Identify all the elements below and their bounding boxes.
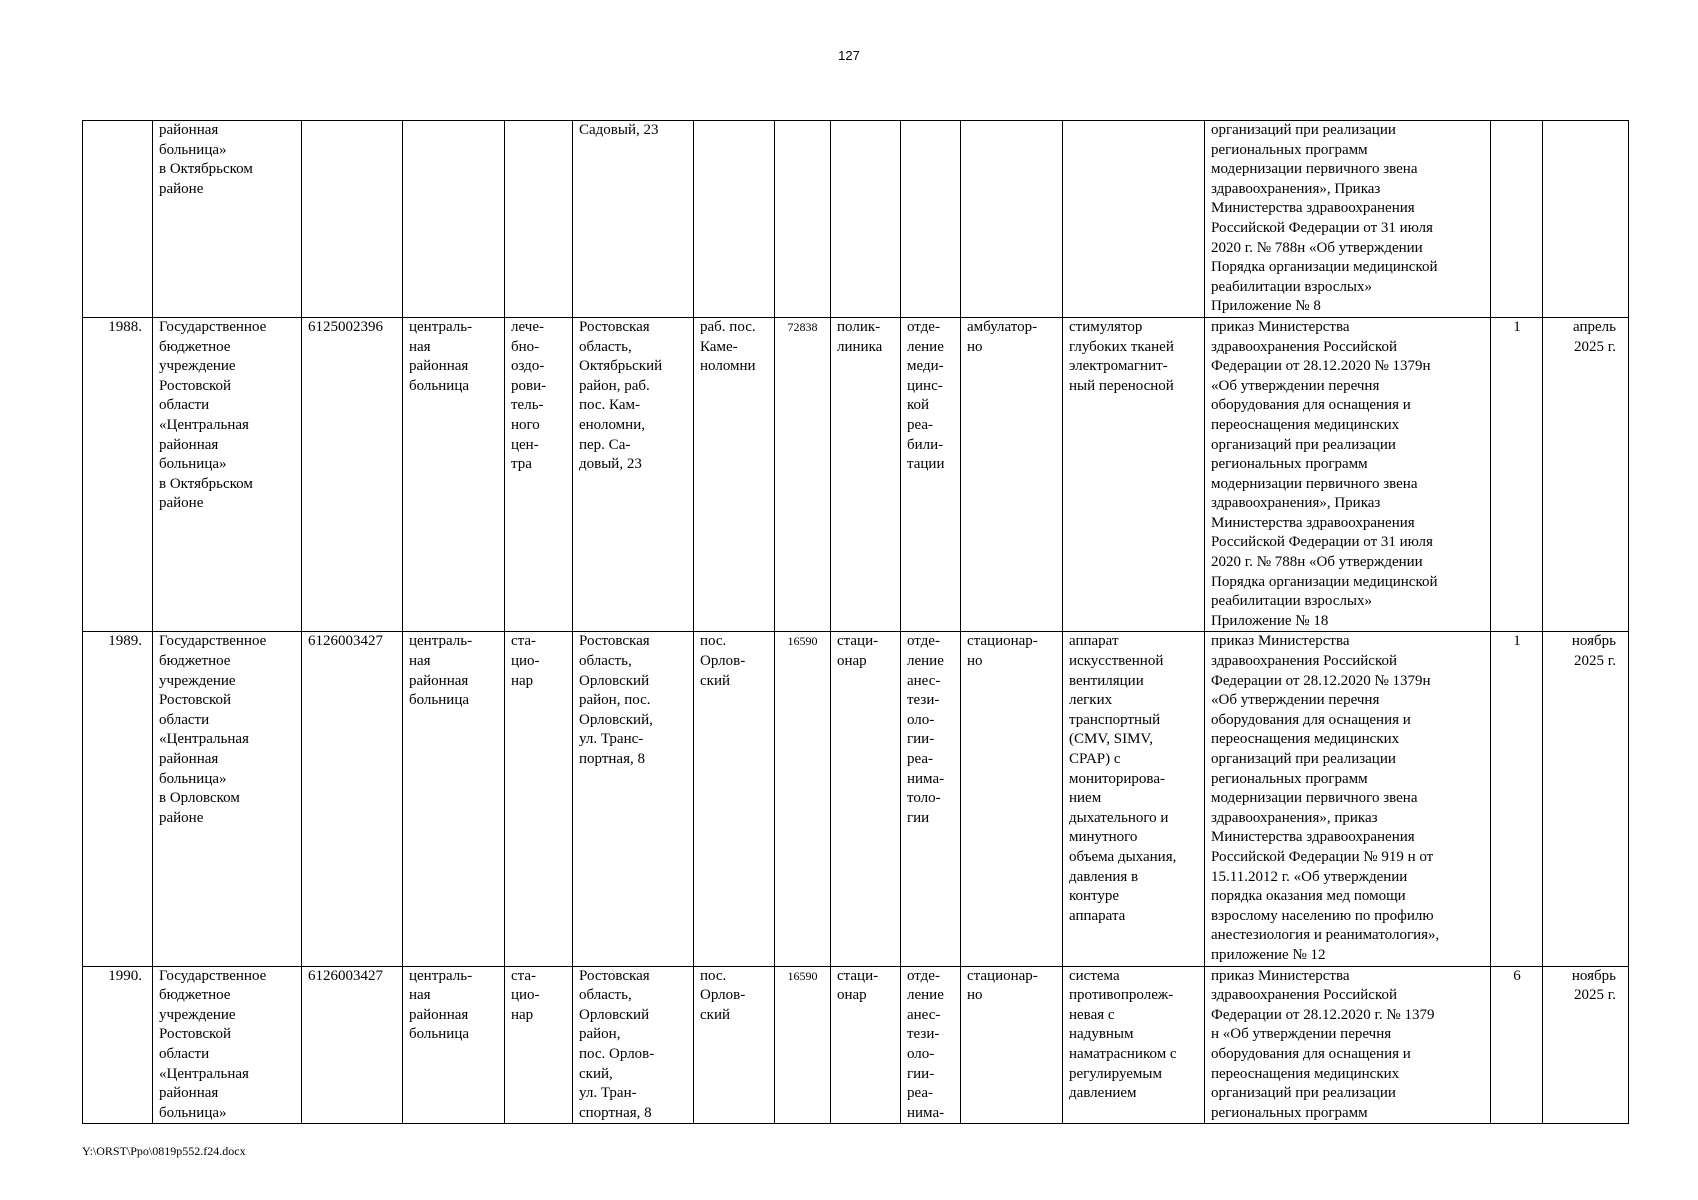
department-type-cell	[831, 121, 901, 318]
organization-type-cell: централь- ная районная больница	[403, 632, 505, 966]
department-type-cell: полик- линика	[831, 317, 901, 632]
table-row	[83, 632, 1629, 966]
legal-basis-cell: приказ Министерства здравоохранения Российской Федерации от 28.12.2020 № 1379н «Об утверждении перечня оборудования для оснащения и переоснащения медицинских организаций при реализации региональных программ модернизации первичного звена здравоохранения», Приказ Министерства здравоохранения Российской Федерации от 31 июля 2020 г. № 788н «Об утверждении Порядка организации медицинской реабилитации взрослых» Приложение № 18	[1205, 317, 1491, 632]
locality-cell: раб. пос. Каме- ноломни	[694, 317, 775, 632]
inn-number-cell: 6126003427	[302, 632, 403, 966]
organization-type-cell	[403, 121, 505, 318]
delivery-date-cell: ноябрь 2025 г.	[1543, 966, 1629, 1124]
row-number-cell: 1990.	[83, 966, 153, 1124]
organization-type-cell: централь- ная районная больница	[403, 317, 505, 632]
department-cell: отде- ление меди- цинс- кой реа- били- тации	[901, 317, 961, 632]
locality-code-cell: 16590	[775, 632, 831, 966]
organization-name-cell: районная больница» в Октябрьском районе	[153, 121, 302, 318]
page-number: 127	[838, 48, 860, 63]
row-number-cell: 1988.	[83, 317, 153, 632]
organization-type-cell: централь- ная районная больница	[403, 966, 505, 1124]
address-cell: Ростовская область, Орловский район, пос. Орлов- ский, ул. Тран- спортная, 8	[573, 966, 694, 1124]
legal-basis-cell: приказ Министерства здравоохранения Российской Федерации от 28.12.2020 г. № 1379 н «Об утверждении перечня оборудования для оснащения и переоснащения медицинских организаций при реализации региональных программ	[1205, 966, 1491, 1124]
table-row	[83, 121, 1629, 318]
address-cell: Садовый, 23	[573, 121, 694, 318]
structural-unit-cell	[505, 121, 573, 318]
department-cell: отде- ление анес- тези- оло- гии- реа- нима- толо- гии	[901, 632, 961, 966]
locality-cell: пос. Орлов- ский	[694, 632, 775, 966]
structural-unit-cell: лече- бно- оздо- рови- тель- ного цен- тра	[505, 317, 573, 632]
organization-name-cell: Государственное бюджетное учреждение Ростовской области «Центральная районная больница» в Октябрьском районе	[153, 317, 302, 632]
equipment-name-cell: система противопролеж- невая с надувным наматрасником с регулируемым давлением	[1063, 966, 1205, 1124]
quantity-cell: 1	[1491, 632, 1543, 966]
table-row	[83, 317, 1629, 632]
care-mode-cell: стационар- но	[961, 966, 1063, 1124]
department-cell	[901, 121, 961, 318]
care-mode-cell: амбулатор- но	[961, 317, 1063, 632]
structural-unit-cell: ста- цио- нар	[505, 966, 573, 1124]
row-number-cell	[83, 121, 153, 318]
department-cell: отде- ление анес- тези- оло- гии- реа- нима-	[901, 966, 961, 1124]
inn-number-cell	[302, 121, 403, 318]
table-row	[83, 966, 1629, 1124]
locality-cell	[694, 121, 775, 318]
inn-number-cell: 6125002396	[302, 317, 403, 632]
address-cell: Ростовская область, Октябрьский район, раб. пос. Кам- еноломни, пер. Са- довый, 23	[573, 317, 694, 632]
locality-cell: пос. Орлов- ский	[694, 966, 775, 1124]
care-mode-cell	[961, 121, 1063, 318]
legal-basis-cell: организаций при реализации региональных программ модернизации первичного звена здравоохранения», Приказ Министерства здравоохранения Российской Федерации от 31 июля 2020 г. № 788н «Об утверждении Порядка организации медицинской реабилитации взрослых» Приложение № 8	[1205, 121, 1491, 318]
row-number-cell: 1989.	[83, 632, 153, 966]
quantity-cell: 1	[1491, 317, 1543, 632]
department-type-cell: стаци- онар	[831, 632, 901, 966]
delivery-date-cell: ноябрь 2025 г.	[1543, 632, 1629, 966]
organization-name-cell: Государственное бюджетное учреждение Ростовской области «Центральная районная больница» в Орловском районе	[153, 632, 302, 966]
quantity-cell	[1491, 121, 1543, 318]
equipment-table	[82, 120, 1629, 1124]
address-cell: Ростовская область, Орловский район, пос. Орловский, ул. Транс- портная, 8	[573, 632, 694, 966]
inn-number-cell: 6126003427	[302, 966, 403, 1124]
delivery-date-cell: апрель 2025 г.	[1543, 317, 1629, 632]
locality-code-cell: 72838	[775, 317, 831, 632]
structural-unit-cell: ста- цио- нар	[505, 632, 573, 966]
legal-basis-cell: приказ Министерства здравоохранения Российской Федерации от 28.12.2020 № 1379н «Об утверждении перечня оборудования для оснащения и переоснащения медицинских организаций при реализации региональных программ модернизации первичного звена здравоохранения», приказ Министерства здравоохранения Российской Федерации № 919 н от 15.11.2012 г. «Об утверждении порядка оказания мед помощи взрослому населению по профилю анестезиология и реаниматология», приложение № 12	[1205, 632, 1491, 966]
department-type-cell: стаци- онар	[831, 966, 901, 1124]
organization-name-cell: Государственное бюджетное учреждение Ростовской области «Центральная районная больница»	[153, 966, 302, 1124]
locality-code-cell	[775, 121, 831, 318]
equipment-name-cell: аппарат искусственной вентиляции легких транспортный (CMV, SIMV, CPAP) с мониторирова- нием дыхательного и минутного объема дыхания, давления в контуре аппарата	[1063, 632, 1205, 966]
equipment-name-cell	[1063, 121, 1205, 318]
footer-file-path: Y:\ORST\Ppo\0819p552.f24.docx	[82, 1144, 246, 1158]
locality-code-cell: 16590	[775, 966, 831, 1124]
care-mode-cell: стационар- но	[961, 632, 1063, 966]
equipment-name-cell: стимулятор глубоких тканей электромагнит- ный переносной	[1063, 317, 1205, 632]
delivery-date-cell	[1543, 121, 1629, 318]
quantity-cell: 6	[1491, 966, 1543, 1124]
